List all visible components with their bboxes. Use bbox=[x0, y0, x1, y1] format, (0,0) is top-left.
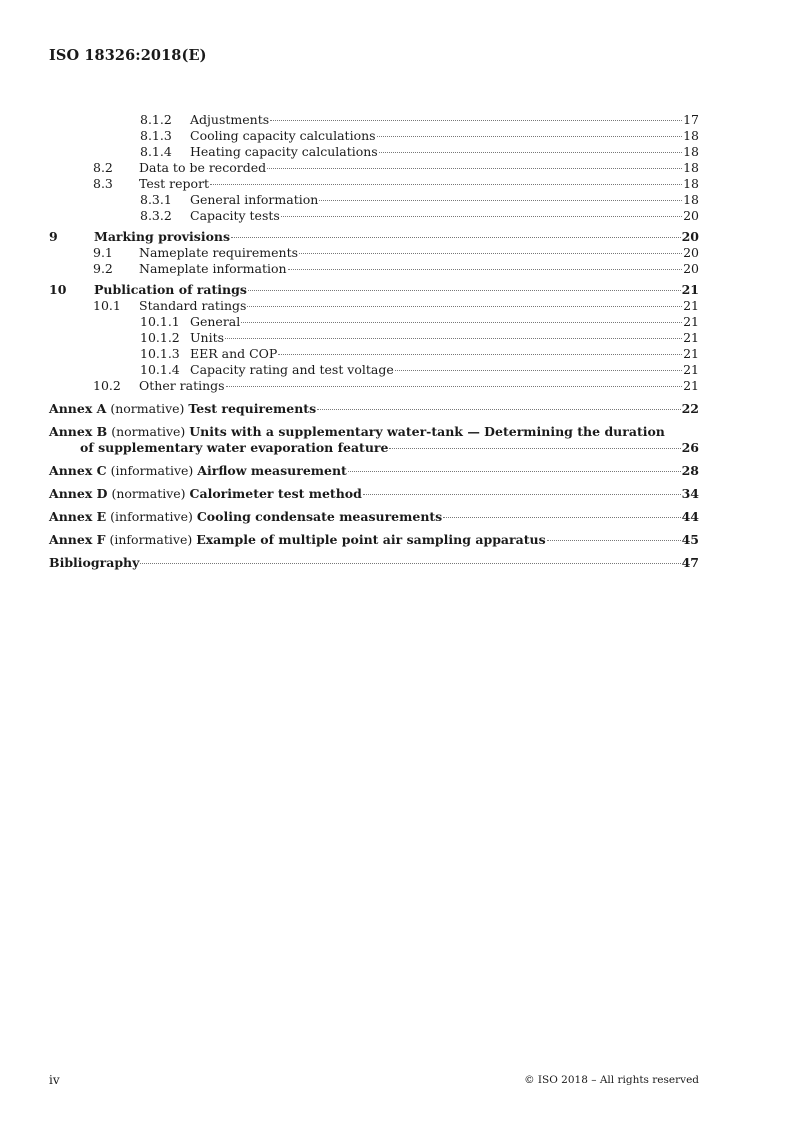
leader-dots bbox=[226, 385, 683, 387]
toc-entry[interactable]: 10.1.2 Units 21 bbox=[140, 330, 699, 345]
leader-dots bbox=[377, 135, 683, 137]
leader-dots bbox=[241, 321, 682, 323]
leader-dots bbox=[299, 252, 682, 254]
leader-dots bbox=[281, 215, 682, 217]
toc-annex-e[interactable]: Annex E (informative) Cooling condensate measurements 44 bbox=[49, 509, 699, 524]
toc-entry[interactable]: 10.2 Other ratings 21 bbox=[93, 378, 699, 393]
leader-dots bbox=[140, 562, 680, 564]
leader-dots bbox=[210, 183, 682, 185]
leader-dots bbox=[248, 289, 681, 291]
toc-annex-d[interactable]: Annex D (normative) Calorimeter test method 34 bbox=[49, 486, 699, 501]
leader-dots bbox=[348, 470, 681, 472]
leader-dots bbox=[278, 353, 682, 355]
toc-entry[interactable]: 9.1 Nameplate requirements 20 bbox=[93, 245, 699, 260]
toc-annex-a[interactable]: Annex A (normative) Test requirements 22 bbox=[49, 401, 699, 416]
leader-dots bbox=[288, 268, 683, 270]
leader-dots bbox=[395, 369, 682, 371]
leader-dots bbox=[231, 236, 681, 238]
toc-entry[interactable]: 8.1.2 Adjustments 17 bbox=[140, 112, 699, 127]
toc-entry[interactable]: 8.1.4 Heating capacity calculations 18 bbox=[140, 144, 699, 159]
toc-annex-c[interactable]: Annex C (informative) Airflow measurement 28 bbox=[49, 463, 699, 478]
document-header: ISO 18326:2018(E) bbox=[49, 47, 207, 64]
leader-dots bbox=[547, 539, 681, 541]
leader-dots bbox=[225, 337, 682, 339]
toc-entry[interactable]: 10.1.3 EER and COP 21 bbox=[140, 346, 699, 361]
toc-section-8 bbox=[49, 112, 699, 224]
toc-section-10 bbox=[49, 282, 699, 394]
toc-entry[interactable]: 10.1 Standard ratings 21 bbox=[93, 298, 699, 313]
leader-dots bbox=[270, 119, 682, 121]
toc-annex-b[interactable]: Annex B (normative) Units with a supplementary water-tank — Determining the duration of supplementary water evaporation feature 26 bbox=[49, 424, 699, 455]
toc-annex-f[interactable]: Annex F (informative) Example of multiple point air sampling apparatus 45 bbox=[49, 532, 699, 547]
leader-dots bbox=[247, 305, 682, 307]
page-number: iv bbox=[49, 1073, 60, 1087]
toc-entry[interactable]: 8.3 Test report 18 bbox=[93, 176, 699, 191]
table-of-contents bbox=[49, 112, 699, 571]
leader-dots bbox=[317, 408, 680, 410]
toc-entry[interactable]: 10.1.1 General 21 bbox=[140, 314, 699, 329]
toc-entry[interactable]: 8.3.1 General information 18 bbox=[140, 192, 699, 207]
toc-entry[interactable]: 8.2 Data to be recorded 18 bbox=[93, 160, 699, 175]
leader-dots bbox=[443, 516, 680, 518]
toc-entry[interactable]: 8.3.2 Capacity tests 20 bbox=[140, 208, 699, 223]
leader-dots bbox=[319, 199, 682, 201]
toc-clause-heading[interactable]: 9 Marking provisions 20 bbox=[49, 229, 699, 244]
toc-section-9 bbox=[49, 229, 699, 277]
toc-entry[interactable]: 8.1.3 Cooling capacity calculations 18 bbox=[140, 128, 699, 143]
leader-dots bbox=[267, 167, 682, 169]
toc-bibliography[interactable]: Bibliography 47 bbox=[49, 555, 699, 570]
copyright-notice: © ISO 2018 – All rights reserved bbox=[524, 1074, 699, 1086]
toc-entry[interactable]: 10.1.4 Capacity rating and test voltage 21 bbox=[140, 362, 699, 377]
leader-dots bbox=[363, 493, 681, 495]
leader-dots bbox=[379, 151, 682, 153]
toc-clause-heading[interactable]: 10 Publication of ratings 21 bbox=[49, 282, 699, 297]
leader-dots bbox=[389, 447, 680, 449]
toc-entry[interactable]: 9.2 Nameplate information 20 bbox=[93, 261, 699, 276]
